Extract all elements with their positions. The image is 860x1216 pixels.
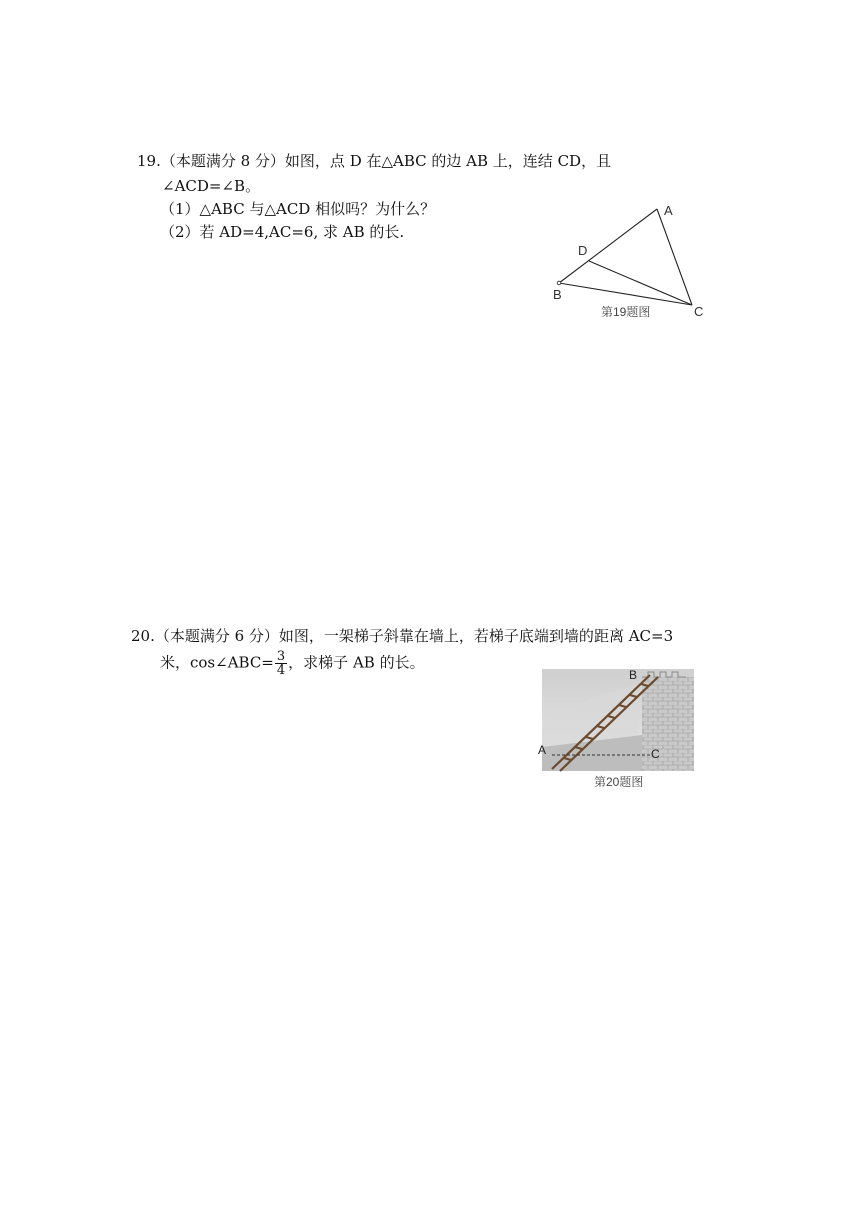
segment-bc bbox=[559, 283, 692, 305]
label-b: B bbox=[553, 287, 562, 302]
q20-line1: 20.（本题满分 6 分）如图，一架梯子斜靠在墙上，若梯子底端到墙的距离 AC=3 bbox=[131, 627, 674, 645]
label-a: A bbox=[538, 743, 547, 757]
fraction-numerator: 3 bbox=[276, 649, 286, 664]
fraction bbox=[275, 650, 287, 677]
q19-line2: ∠ACD=∠B。 bbox=[162, 177, 261, 195]
q20-line2 bbox=[160, 650, 425, 677]
brick-wall bbox=[642, 677, 694, 771]
q20-line2-pre: 米，cos∠ABC= bbox=[160, 653, 274, 672]
label-d: D bbox=[578, 243, 588, 258]
q20-figure-caption: 第20题图 bbox=[594, 775, 644, 789]
label-c: C bbox=[651, 747, 660, 761]
q19-line1: 19.（本题满分 8 分）如图，点 D 在△ABC 的边 AB 上，连结 CD，且 bbox=[137, 152, 612, 170]
q19-triangle-figure bbox=[545, 195, 720, 325]
q19-figure-caption: 第19题图 bbox=[601, 305, 651, 319]
label-b: B bbox=[629, 668, 638, 682]
segment-ac bbox=[657, 209, 692, 305]
fraction-denominator: 4 bbox=[276, 663, 286, 678]
segment-ab bbox=[559, 209, 657, 283]
label-c: C bbox=[694, 304, 704, 319]
q20-line2-post: ，求梯子 AB 的长。 bbox=[288, 653, 425, 672]
point-b bbox=[557, 281, 561, 285]
q20-ladder-figure bbox=[538, 665, 698, 793]
label-a: A bbox=[664, 203, 673, 218]
q19-part1: （1）△ABC 与△ACD 相似吗？为什么？ bbox=[160, 200, 436, 218]
q19-part2: （2）若 AD=4,AC=6, 求 AB 的长. bbox=[160, 223, 405, 241]
segment-cd bbox=[589, 261, 692, 305]
